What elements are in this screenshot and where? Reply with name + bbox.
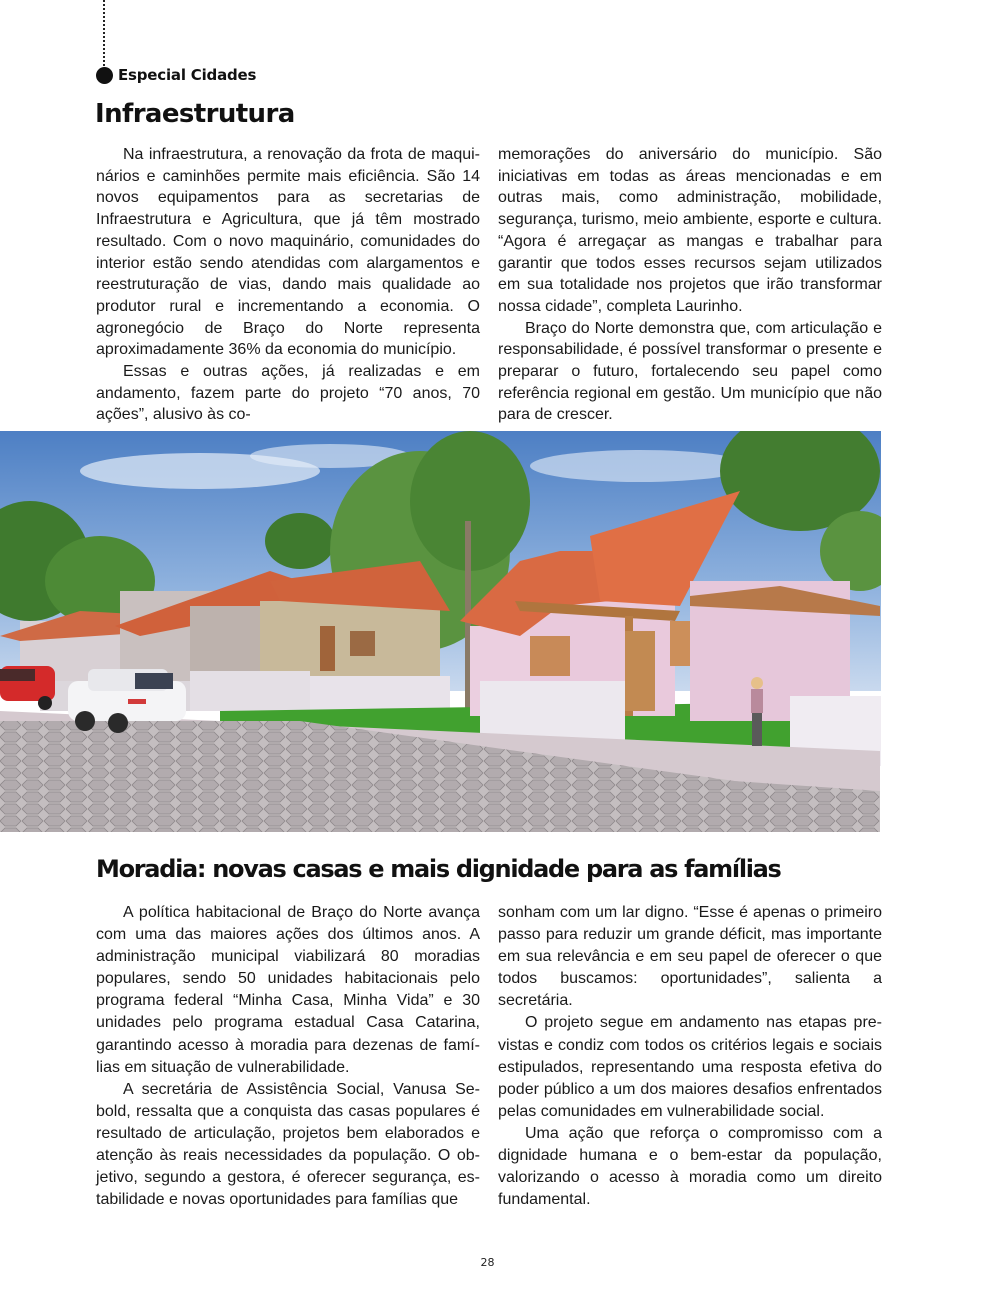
section-label: Especial Cidades [118, 66, 257, 84]
moradia-heading: Moradia: novas casas e mais dignidade para as famílias [96, 855, 781, 883]
paragraph: O projeto segue em andamento nas etapas previstas e condiz com todos os critérios legais e sociais estipulados, representando uma resposta efetiva do poder público a um dos maiores desafios enfrentados pelas comunidades em vulnerabilidade social. [498, 1014, 882, 1120]
moradia-column-1 [96, 902, 480, 1211]
red-car [0, 666, 55, 710]
infraestrutura-column-1 [96, 144, 480, 426]
paragraph: memorações do aniversário do município. São iniciativas em todas as áreas mencionadas e em outras mais, como administração, mobilidade, segurança, turismo, meio ambiente, esporte e cultura. “Agora é arregaçar as mangas e trabalhar para garantir que todos esses recursos sejam utilizados em sua totalidade nos projetos que irão transformar nossa cidade”, completa Laurinho. [498, 146, 882, 315]
moradia-column-2 [498, 902, 882, 1211]
infraestrutura-heading: Infraestrutura [95, 99, 295, 129]
paragraph: Braço do Norte demonstra que, com articulação e responsabilidade, é possível transformar o presente e preparar o futuro, fortalecendo seu papel como referência regional em gestão. Um município que não para de crescer. [498, 319, 882, 424]
infraestrutura-column-2 [498, 144, 882, 426]
paragraph: A política habitacional de Braço do Norte avança com uma das maiores ações dos últimos anos. A administração municipal viabilizará 80 moradias populares, sendo 50 unidades habitacionais pelo programa federal “Minha Casa, Minha Vida” e 30 unidades pelo programa estadual Casa Catarina, garantindo acesso à moradia para dezenas de famílias em situação de vulnerabilidade. [96, 904, 480, 1076]
page-number: 28 [480, 1256, 495, 1269]
paragraph: Na infraestrutura, a renovação da frota de maquinários e caminhões permite mais eficiência. São 14 novos equipamentos para as secretarias de Infraestrutura e Agricultura, que já têm mostrado resultado. Com o novo maquinário, comunidades do interior estão sendo atendidas com alargamentos e reestruturação de vias, dando mais qualidade ao produtor rural e incrementando a economia. O agronegócio de Braço do Norte representa aproximadamente 36% da economia do município. [96, 146, 480, 359]
paragraph: Essas e outras ações, já realizadas e em andamento, fazem parte do projeto “70 anos, 70 ações”, alusivo às co- [96, 363, 480, 424]
section-bullet-icon [96, 67, 113, 84]
paragraph: A secretária de Assistência Social, Vanusa Sebold, ressalta que a conquista das casas populares é resultado de articulação, projetos bem elaborados e atenção às reais necessidades da população. O objetivo, segundo a gestora, é oferecer segurança, estabilidade e novas oportunidades para famílias que [96, 1080, 480, 1209]
paragraph: Uma ação que reforça o compromisso com a dignidade humana e o bem-estar da população, valorizando o acesso à moradia como um direito fundamental. [498, 1124, 882, 1209]
housing-rendering-photo [0, 431, 881, 832]
section-marker-line [103, 0, 105, 66]
paragraph: sonham com um lar digno. “Esse é apenas o primeiro passo para reduzir um grande déficit, mas importante em sua relevância e em seu papel de oferecer o que todos buscamos: oportunidades”, salienta a secretária. [498, 904, 882, 1010]
